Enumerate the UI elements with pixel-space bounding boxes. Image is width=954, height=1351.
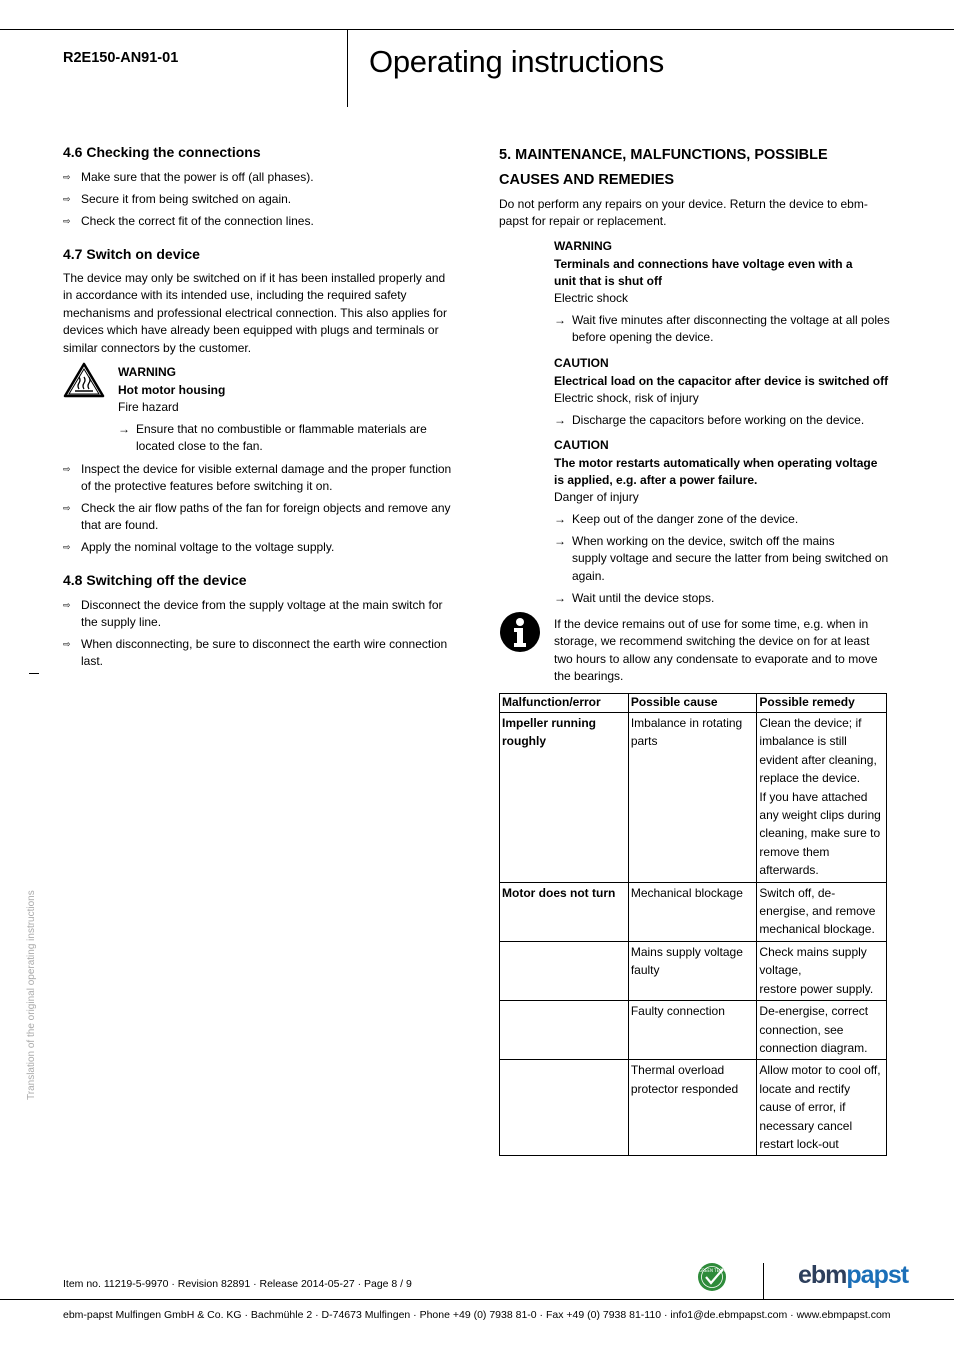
caution-label: CAUTION bbox=[554, 438, 609, 452]
heading-5: 5. MAINTENANCE, MALFUNCTIONS, POSSIBLE CAUSES AND REMEDIES bbox=[499, 147, 828, 188]
model-number: R2E150-AN91-01 bbox=[63, 50, 179, 66]
table-header-cell: Malfunction/error bbox=[500, 694, 629, 713]
info-note: If the device remains out of use for some time, e.g. when in storage, we recommend switching the device on for at least two hours to allow any condensate to evaporate and to move the bearings. bbox=[554, 617, 878, 684]
list-item: ⇨ Disconnect the device from the supply voltage at the main switch for the supply line. bbox=[63, 598, 443, 630]
heading-4-7: 4.7 Switch on device bbox=[63, 246, 200, 262]
caution-title: The motor restarts automatically when operating voltage is applied, e.g. after a power failure. bbox=[554, 456, 878, 488]
list-item: ⇨ Inspect the device for visible external damage and the proper function of the protective features before switching it on. bbox=[63, 462, 452, 494]
heading-4-8: 4.8 Switching off the device bbox=[63, 572, 247, 588]
side-note: Translation of the original operating instructions bbox=[26, 890, 37, 1100]
footer-address: ebm-papst Mulfingen GmbH & Co. KG · Bachmühle 2 · D-74673 Mulfingen · Phone +49 (0) 7938 81-0 · Fax +49 (0) 7938 81-110 · info1@de.ebmpapst.com · www.ebmpapst.com bbox=[63, 1309, 891, 1321]
table-cell: Thermal overload protector responded bbox=[628, 1060, 757, 1156]
info-icon bbox=[499, 611, 541, 653]
list-item: ⇨ When disconnecting, be sure to disconnect the earth wire connection last. bbox=[63, 637, 448, 669]
table-cell: Mains supply voltage faulty bbox=[628, 941, 757, 1000]
table-cell: Check mains supply voltage, restore power supply. bbox=[757, 941, 887, 1000]
table-cell: Impeller running roughly bbox=[500, 713, 629, 883]
list-item: ⇨ Check the correct fit of the connection lines. bbox=[63, 214, 314, 228]
list-item: ⇨ Check the air flow paths of the fan for foreign objects and remove any that are found. bbox=[63, 501, 451, 533]
caution-action: → Wait until the device stops. bbox=[554, 591, 715, 605]
page-title: Operating instructions bbox=[369, 44, 664, 79]
table-cell: Switch off, de-energise, and remove mechanical blockage. bbox=[757, 882, 887, 941]
warning-title: Hot motor housing bbox=[118, 383, 226, 397]
list-item: ⇨ Apply the nominal voltage to the voltage supply. bbox=[63, 540, 335, 554]
table-row bbox=[500, 941, 887, 1000]
table-cell: Allow motor to cool off, locate and rectify cause of error, if necessary cancel restart lock-out bbox=[757, 1060, 887, 1156]
table-cell: De-energise, correct connection, see connection diagram. bbox=[757, 1001, 887, 1060]
margin-mark bbox=[29, 673, 39, 674]
malfunction-table bbox=[499, 693, 887, 1156]
warning-action: → Wait five minutes after disconnecting the voltage at all poles before opening the device. bbox=[554, 313, 890, 345]
caution-action: → Discharge the capacitors before working on the device. bbox=[554, 413, 865, 427]
table-row bbox=[500, 1001, 887, 1060]
caution-label: CAUTION bbox=[554, 356, 609, 370]
warning-label: WARNING bbox=[118, 365, 176, 379]
table-row bbox=[500, 713, 887, 883]
caution-sub: Electric shock, risk of injury bbox=[554, 391, 699, 405]
caution-action: → Keep out of the danger zone of the device. bbox=[554, 512, 799, 526]
table-header-row bbox=[500, 694, 887, 713]
table-cell: Faulty connection bbox=[628, 1001, 757, 1060]
footer-rule bbox=[0, 1299, 954, 1300]
caution-sub: Danger of injury bbox=[554, 490, 639, 504]
table-header-cell: Possible cause bbox=[628, 694, 757, 713]
list-item: ⇨ Secure it from being switched on again. bbox=[63, 192, 292, 206]
heading-4-6: 4.6 Checking the connections bbox=[63, 144, 261, 160]
header-divider bbox=[347, 29, 348, 107]
warning-label: WARNING bbox=[554, 239, 612, 253]
green-tech-badge-icon bbox=[697, 1262, 729, 1292]
table-cell bbox=[500, 1001, 629, 1060]
caution-title: Electrical load on the capacitor after device is switched off bbox=[554, 374, 889, 388]
table-cell: Mechanical blockage bbox=[628, 882, 757, 941]
table-row bbox=[500, 882, 887, 941]
warning-sub: Fire hazard bbox=[118, 400, 179, 414]
section-intro: Do not perform any repairs on your device. Return the device to ebm-papst for repair or replacement. bbox=[499, 197, 868, 229]
hot-surface-warning-icon bbox=[63, 362, 105, 398]
header-rule bbox=[0, 29, 954, 30]
table-cell bbox=[500, 941, 629, 1000]
svg-text:GREEN TECH: GREEN TECH bbox=[699, 1268, 725, 1273]
table-cell: Imbalance in rotating parts bbox=[628, 713, 757, 883]
table-row bbox=[500, 1060, 887, 1156]
warning-sub: Electric shock bbox=[554, 291, 629, 305]
ebmpapst-logo: ebmpapst bbox=[798, 1261, 909, 1289]
footer-divider bbox=[763, 1263, 764, 1299]
paragraph: The device may only be switched on if it has been installed properly and in accordance with its intended use, including the required safety mechanisms and professional electrical connection. This also applies for devices which have already been equipped with plugs and terminals or similar connectors by the customer. bbox=[63, 271, 447, 355]
warning-action: → Ensure that no combustible or flammable materials are located close to the fan. bbox=[118, 422, 427, 454]
footer-item-info: Item no. 11219-5-9970 · Revision 82891 · Release 2014-05-27 · Page 8 / 9 bbox=[63, 1278, 412, 1290]
table-cell bbox=[500, 1060, 629, 1156]
table-cell: Motor does not turn bbox=[500, 882, 629, 941]
list-item: ⇨ Make sure that the power is off (all phases). bbox=[63, 170, 314, 184]
warning-title: Terminals and connections have voltage even with a unit that is shut off bbox=[554, 257, 853, 289]
caution-action: → When working on the device, switch off the mains supply voltage and secure the latter from being switched on again. bbox=[554, 534, 889, 583]
table-cell: Clean the device; if imbalance is still evident after cleaning, replace the device. If you have attached any weight clips during cleaning, make sure to remove them afterwards. bbox=[757, 713, 887, 883]
table-header-cell: Possible remedy bbox=[757, 694, 887, 713]
